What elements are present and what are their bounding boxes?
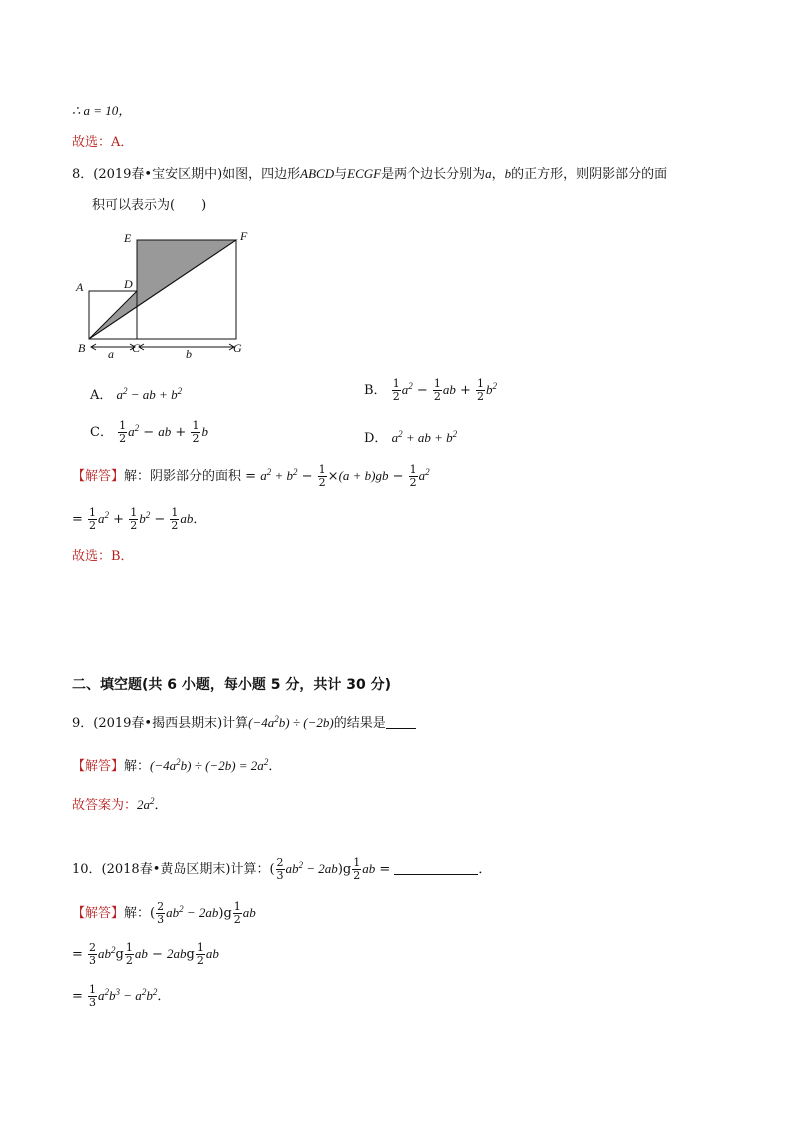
- prev-choice-line: 故选：A．: [72, 135, 134, 150]
- label-b: B: [78, 341, 86, 355]
- label-f: F: [240, 229, 248, 243]
- q8-stem-line2: 积可以表示为( ): [92, 198, 207, 213]
- q9-blank[interactable]: [386, 716, 416, 729]
- q8-option-d[interactable]: D． $a^2$ + ab + $b^2$: [364, 429, 458, 446]
- q8-option-c[interactable]: C． $\frac{1}{2}$ $a^2$ − ab + $\frac{1}{2}$ b: [90, 419, 208, 445]
- label-d: D: [124, 277, 133, 291]
- q9-answer: 【解答】解：$(-4a^2b) \div (-2b) = 2a^2$．: [72, 757, 282, 774]
- q8-answer-line1: 【解答】解：阴影部分的面积 = $a^2 + b^2$ − $\frac{1}{2}$ ×(a + b)gb − $\frac{1}{2}$ $a^2$: [72, 463, 430, 489]
- q9-stem: 9．(2019春•揭西县期末)计算$(-4a^2b) \div (-2b)$的结果是: [72, 710, 416, 733]
- label-len-b: b: [186, 347, 192, 360]
- label-c: C: [132, 341, 141, 355]
- q10-blank[interactable]: [394, 862, 478, 875]
- q8-figure: [72, 226, 262, 360]
- q10-answer-line1: 【解答】解：( $\frac{2}{3}$ $ab^2 - 2ab)g$ $\frac{1}{2}$ ab: [72, 900, 256, 926]
- q8-option-b[interactable]: B． $\frac{1}{2}$ $a^2$ − $\frac{1}{2}$ ab + $\frac{1}{2}$ $b^2$: [364, 377, 498, 403]
- q10-answer-line3: = $\frac{1}{3}$ $a^2b^3 - a^2b^2$．: [72, 983, 171, 1009]
- q8-option-a[interactable]: A． $a^2$ − ab + $b^2$: [90, 386, 183, 403]
- label-a: A: [76, 280, 84, 294]
- q8-stem: 8．(2019春•宝安区期中)如图，四边形ABCD与ECGF是两个边长分别为a，b的正方形，则阴影部分的面: [72, 166, 668, 182]
- label-e: E: [124, 231, 132, 245]
- label-len-a: a: [108, 347, 114, 360]
- label-g: G: [233, 341, 242, 355]
- q8-choice-line: 故选：B．: [72, 549, 134, 564]
- q8-answer-line2: = $\frac{1}{2}$ $a^2$ + $\frac{1}{2}$ $b^2$ − $\frac{1}{2}$ ab．: [72, 506, 207, 532]
- prev-answer-line: ∴ a = 10，: [72, 103, 132, 118]
- section-title: 二、填空题(共 6 小题，每小题 5 分，共计 30 分): [72, 677, 392, 693]
- q9-final: 故答案为：$2a^2$．: [72, 796, 168, 813]
- q10-stem: 10．(2018春•黄岛区期末)计算：( $\frac{2}{3}$ $ab^2 - 2ab)g$ $\frac{1}{2}$ ab = ．: [72, 856, 492, 882]
- q10-answer-line2: = $\frac{2}{3}$ $ab^2g$ $\frac{1}{2}$ ab − 2abg $\frac{1}{2}$ ab: [72, 941, 219, 967]
